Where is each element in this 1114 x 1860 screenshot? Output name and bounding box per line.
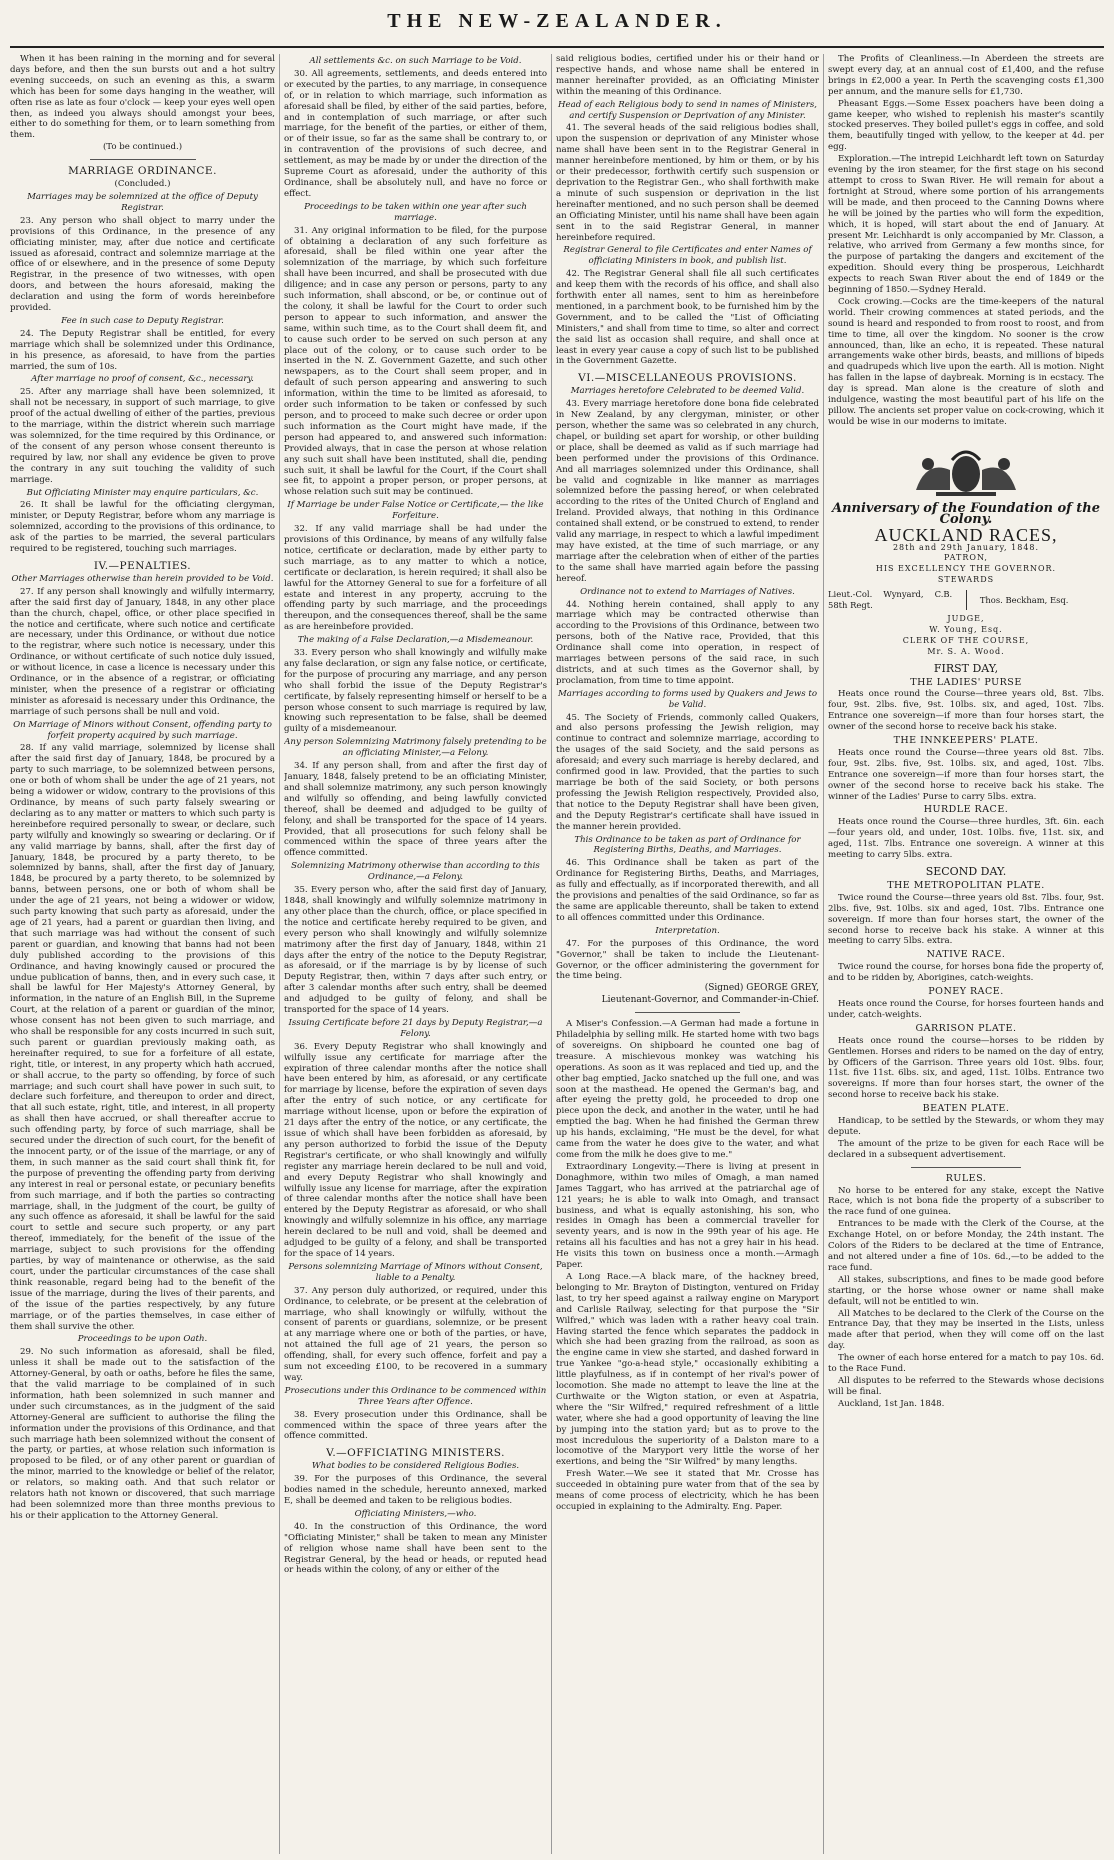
column-rule xyxy=(279,54,280,1854)
news-item: Pheasant Eggs.—Some Essex poachers have been doing a game keeper, who wished to replenish his master's scantily stocked preserves. They boiled pullet's eggs in coffee, and sold them, beautifully tinged with yellow, to the keeper at 4d. per egg. xyxy=(828,98,1104,153)
column-2 xyxy=(284,54,547,1854)
news-item: Cock crowing.—Cocks are the time-keepers of the natural world. Their crowing commences at stated periods, and the sound is heard and responded to from roost to roost, and from time to time, all over the kingdom. No sooner is the crow announced, than, like an echo, it is repeated. These natural arrangements wake other birds, beasts, and millions of bipeds and quadrupeds which live upon the earth. All is motion. Night has fallen in the lapse of daybreak. Morning is in ecstacy. The day is spread. Man alone is the creature of sloth and indulgence, wasting the most beautiful part of his life on the pillow. The ancients set proper value on cock-crowing, which it would be wise in our moderns to imitate. xyxy=(828,296,1104,427)
subheading: Marriages heretofore Celebrated to be deemed Valid. xyxy=(570,386,805,397)
race-name: THE LADIES' PURSE xyxy=(910,676,1022,688)
clause-text: 43. Every marriage heretofore done bona fide celebrated in New Zealand, by any clergyman, minister, or other person, whether the same was so celebrated in any church, chapel, or building set apart for worship, or other building or place, shall be deemed as valid as if such marriage had been performed under the provisions of this Ordinance. And all marriages solemnized under this Ordinance, shall be valid and cognizable in like manner as marriages solemnized before the passing hereof, or when celebrated according to the rites of the United Church of England and Ireland. Provided always, that nothing in this Ordinance contained shall extend, or be construed to extend, to render valid any marriage, in respect to which a lawful impediment may have existed, at the time of such marriage, or any marriage after the celebration when of either of the parties to the same shall have married again before the passing hereof. xyxy=(556,399,819,584)
subheading: Registrar General to file Certificates and enter Names of officiating Ministers in book, and publish list. xyxy=(563,245,812,267)
subheading: Persons solemnizing Marriage of Minors without Consent, liable to a Penalty. xyxy=(288,1261,543,1283)
news-item: A Miser's Confession.—A German had made a fortune in Philadelphia by selling milk. He started home with two bags of sovereigns. On shipboard he counted one bag of treasure. A mischievous monkey was watching his operations. As soon as it was replaced and tied up, and the other bag emptied, Jacko snatched up the full one, and was soon at the masthead. He opened the German's bag, and after eyeing the pretty gold, he proceeded to drop one piece upon the deck, and another in the water, until he had emptied the bag. When he had finished the German threw up his hands, exclaiming, "He must be the devel, for what came from the water he does give to the water, and what come from the milk he does give to me." xyxy=(556,1019,819,1160)
clause-text: 25. After any marriage shall have been solemnized, it shall not be necessary, in support of such marriage, to give proof of the actual dwelling of either of the parties, previous to the marriage, within the district wherein such marriage was solemnized, for the time required by this Ordinance, or of the consent of any person whose consent thereunto is required by law, nor shall any evidence be given to prove the contrary in any suit touching the validity of such marriage. xyxy=(10,387,275,485)
clause-text: 42. The Registrar General shall file all such certificates and keep them with the records of his office, and shall also forthwith enter all names, sent to him as hereinbefore mentioned, in a parchment book, to be furnished him by the Government, and to be called the "List of Officiating Ministers," and shall from time to time, so alter and correct the said list as occasion shall require, and shall once at least in every year cause a copy of such list to be published in the Government Gazette. xyxy=(556,269,819,367)
clause-text: 27. If any person shall knowingly and wilfully intermarry, after the said first day of January, 1848, in any other place than the church, chapel, office, or other place specified in the notice and certificate, where such notice and certificate are necessary, under this Ordinance, or without due notice to the registrar, where such notice is necessary, under this Ordinance, or without certificate of such notice duly issued, or without licence, in case a licence is necessary under this Ordinance, or in the absence of a registrar, or officiating minister, when the presence of a registrar or officiating minister as aforesaid is necessary under this Ordinance, the marriage of such persons shall be null and void. xyxy=(10,586,275,717)
clause-text: 41. The several heads of the said religious bodies shall, upon the suspension or deprivation of any Minister whose name shall have been sent in to the Registrar General in manner hereinbefore mentioned, by him or them, or by his or their predecessor, forthwith certify such suspension or deprivation to the Registrar Gen., who shall forthwith make a minute of such suspension or deprivation in the list hereinafter mentioned, and no such person shall be deemed an Officiating Minister, until his name shall have been again sent in to the said Registrar General, in manner hereinbefore required. xyxy=(556,123,819,243)
masthead xyxy=(0,0,1114,50)
subheading: Ordinance not to extend to Marriages of Natives. xyxy=(580,586,795,597)
ad-heading: Anniversary of the Foundation of the Colony. xyxy=(831,500,1101,527)
subheading: Marriages according to forms used by Quakers and Jews to be Valid. xyxy=(557,688,818,710)
divider xyxy=(911,1167,1021,1168)
clause-text: 46. This Ordinance shall be taken as part of the Ordinance for Registering Births, Deaths, and Marriages, as fully and effectually, as if incorporated therewith, and all the provisions and penalties of the said Ordinance, so far as the same are applicable thereunto, shall be taken to extend to all offences committed under this Ordinance. xyxy=(556,858,819,923)
day-heading: FIRST DAY, xyxy=(933,661,999,675)
clause-text: 40. In the construction of this Ordinance, the word "Officiating Minister," shall be taken to mean any Minister of religion whose name shall have been sent to the Registrar General, by the head or heads, or reputed head or heads within the colony, of any or either of the xyxy=(284,1521,547,1576)
royal-crest-icon xyxy=(906,440,1026,500)
race-conditions: Twice round the course, for horses bona fide the property of, and to be ridden by, Aborigines, catch-weights. xyxy=(828,962,1104,984)
subheading: Issuing Certificate before 21 days by Deputy Registrar,—a Felony. xyxy=(288,1017,543,1039)
subheading: If Marriage be under False Notice or Certificate,— the like Forfeiture. xyxy=(287,500,544,522)
subheading: After marriage no proof of consent, &c., necessary. xyxy=(31,374,254,385)
newspaper-title: THE NEW-ZEALANDER. xyxy=(387,10,727,32)
section-heading: V.—OFFICIATING MINISTERS. xyxy=(326,1447,505,1460)
article-text: When it has been raining in the morning and for several days before, and then the sun bursts out and a hot sultry evening succeeds, on such an evening as this, a swarm which has been for some days hanging in the weather, will often rise as late as four o'clock — keep your eyes well open then, as indeed you always should amongst your bees, either to do something for them, or to learn something from them. xyxy=(10,54,275,141)
column-rule xyxy=(551,54,552,1854)
section-heading: VI.—MISCELLANEOUS PROVISIONS. xyxy=(578,372,797,385)
subheading: Marriages may be solemnized at the office of Deputy Registrar. xyxy=(27,191,258,213)
column-3 xyxy=(556,54,819,1854)
masthead-rule xyxy=(10,46,1104,48)
rule-item: Entrances to be made with the Clerk of the Course, at the Exchange Hotel, on or before Monday, the 24th instant. The Colors of the Riders to be declared at the time of Entrance, and not altered under a fine of 10s. 6d.,—to be added to the race fund. xyxy=(828,1219,1104,1273)
subheading: The making of a False Declaration,—a Misdemeanour. xyxy=(297,635,534,646)
clerk-name: Mr. S. A. Wood. xyxy=(927,646,1005,656)
subheading: Other Marriages otherwise than herein provided to be Void. xyxy=(11,573,274,584)
day-heading: SECOND DAY. xyxy=(925,865,1007,878)
divider xyxy=(90,159,196,160)
clause-text: 32. If any valid marriage shall be had under the provisions of this Ordinance, by means of any wilfully false notice, certificate or declaration, made by either party to such marriage, as to any matter to which a notice, certificate or declaration, is herein required; it shall also be lawful for the Attorney General to sue for a forfeiture of all estate and interest in any property, accruing to the offending party by such marriage, and the proceedings thereupon, and the consequences thereof, shall be the same as are hereinbefore provided. xyxy=(284,524,547,633)
patron-label: PATRON, xyxy=(944,553,988,563)
race-name: THE INNKEEPERS' PLATE. xyxy=(893,735,1039,747)
clause-text: 35. Every person who, after the said first day of January, 1848, shall knowingly and wilfully solemnize matrimony in any other place than the church, office, or place specified in the notice and certificate hereby required to be given, and every person who shall knowingly and wilfully solemnize matrimony after the first day of January, 1848, within 21 days after the entry of the notice to the Deputy Registrar, as aforesaid, or if the marriage is by by license of such Deputy Registrar, then, within 7 days after such entry, or after 3 calendar months after such entry, shall be deemed and adjudged to be guilty of felony, and shall be transported for the space of 14 years. xyxy=(284,885,547,1016)
race-conditions: Heats once round the Course, for horses fourteen hands and under, catch-weights. xyxy=(828,998,1104,1020)
subheading: Interpretation. xyxy=(655,925,720,936)
section-heading: IV.—PENALTIES. xyxy=(93,559,192,572)
signature-title: Lieutenant-Governor, and Commander-in-Chief. xyxy=(601,995,819,1006)
subheading: All settlements &c. on such Marriage to be Void. xyxy=(309,56,522,66)
rule-item: No horse to be entered for any stake, except the Native Race, which is not bona fide the property of a subscriber to the race fund of one guinea. xyxy=(828,1185,1104,1218)
race-conditions: Heats once round the Course—three hurdles, 3ft. 6in. each—four years old, and under, 10st. 10lbs. five, 11st. six, and aged, 11st. 7lbs. Entrance one sovereign. A winner at this meeting to carry 5lbs. extra. xyxy=(828,817,1104,861)
race-name: PONEY RACE. xyxy=(928,986,1004,998)
clause-text: 30. All agreements, settlements, and deeds entered into or executed by the parties, to any marriage, in consequence of, or in relation to which marriage, such information as aforesaid shall be filed, by either of the said parties, before, and in contemplation of such marriage, or after such marriage, for the benefit of the parties, or either of them, or of their issue, so far as the same shall be contrary to, or in contravention of the provisions of such decree, and settlement, as may be made by or under the direction of the Supreme Court as aforesaid, under the authority of this Ordinance, shall be absolutely null, and have no force or effect. xyxy=(284,68,547,199)
subheading: Proceedings to be upon Oath. xyxy=(77,1334,208,1345)
clause-text: 44. Nothing herein contained, shall apply to any marriage which may be contracted otherwise than according to the Provisions of this Ordinance, between two persons, both of the Native race, Provided, that this Ordinance shall come into operation, in respect of marriages between persons of the said race, in such districts, and at such times as the Governor shall, by proclamation, from time to time appoint. xyxy=(556,599,819,686)
divider xyxy=(635,1012,740,1013)
news-item: Extraordinary Longevity.—There is living at present in Donaghmore, within two miles of Omagh, a man named James Taggart, who has arrived at the patriarchal age of 121 years; he is able to walk into Omagh, and transact business, and what is equally astonishing, his son, who resides in Omagh has been a commercial traveller for seventy years, and is now in the 99th year of his age. He retains all his faculties and has not a grey hair in his head. He visits this town on business once a month.—Armagh Paper. xyxy=(556,1161,819,1271)
subheading: What bodies to be considered Religious Bodies. xyxy=(311,1461,520,1472)
clause-text: 45. The Society of Friends, commonly called Quakers, and also persons professing the Jewish religion, may continue to contract and solemnize marriage, according to the usages of the said Society, and the said persons as aforesaid; and every such marriage is hereby declared, and confirmed good in law. Provided, that the parties to such marriage be both of the said Society, or both persons professing the Jewish Religion respectively, Provided also, that notice to the Deputy Registrar shall have been given, and the Deputy Registrar's certificate shall have issued in the manner herein provided. xyxy=(556,712,819,832)
clause-text: 24. The Deputy Registrar shall be entitled, for every marriage which shall be solemnized under this Ordinance, in his presence, as aforesaid, to have from the parties married, the sum of 10s. xyxy=(10,328,275,372)
clause-text: 23. Any person who shall object to marry under the provisions of this Ordinance, in the presence of any officiating minister, may, after due notice and certificate issued as aforesaid, contract and solemnize marriage at the office of or elsewhere, and in the presence of some Deputy Registrar, in the presence of two witnesses, with open doors, and between the hours aforesaid, making the declaration and using the form of words hereinbefore provided. xyxy=(10,215,275,314)
subheading: Head of each Religious body to send in names of Ministers, and certify Suspension or Deprivation of any Minister. xyxy=(557,99,818,121)
subheading: On Marriage of Minors without Consent, offending party to forfeit property acquired by such marriage. xyxy=(13,719,272,741)
rule-item: All stakes, subscriptions, and fines to be made good before starting, or the horse whose owner or name shall make default, will not be entitled to win. xyxy=(828,1274,1104,1307)
clause-text: 33. Every person who shall knowingly and wilfully make any false declaration, or sign any false notice, or certificate, for the purpose of procuring any marriage, and any person who shall forbid the issue of the Deputy Registrar's certificate, by falsely representing himself or herself to be a person whose consent to such marriage is required by law, knowing such representation to be false, shall be deemed guilty of a misdemeanour. xyxy=(284,648,547,735)
clause-text: 28. If any valid marriage, solemnized by license shall after the said first day of January, 1848, be procured by a party to such marriage, to be solemnized between persons, one or both of whom shall be under the age of 21 years, not being a widower or widow, contrary to the provisions of this Ordinance, by means of such party falsely swearing or declaring as to any matter or matters to which such party is hereinbefore required personally to swear, or declare, such party wilfully and knowingly so swearing or declaring. Or if any valid marriage by banns, shall, after the first day of January, 1848, be procured by a party thereto, to be solemnized by banns, shall, after the first day of January, 1848, be procured by a party thereto, to be solemnized by banns, between persons, one or both of whom shall be under the age of 21 years, not being a widower or widow, such party knowing that such party as aforesaid, under the age of 21 years, had a parent or guardian then living, and that such marriage was had without the consent of such parent or guardian, and knowing that banns had not been duly published according to the provisions of this Ordinance, and having knowingly caused or procured the undue publication of banns, then, and in every such case, it shall be lawful for Her Majesty's Attorney General, by information, in the nature of an English Bill, in the Supreme Court, at the relation of a parent or guardian of the minor, whose consent has not been given to such marriage, and who shall be responsible for any costs incurred in such suit, such parent or guardian previously making oath, as hereinafter required, to sue for a forfeiture of all estate, right, title, or interest, in any property which hath accrued, or shall accrue, to the party so offending, by force of such marriage; and such court shall have power in such suit, to declare such forfeiture, and thereupon to order and direct, that all such estate, right, title, and interest, in all property as shall then have accrued, or shall thereafter accrue to such offending party, by force of such marriage, shall be secured under the direction of such court, for the benefit of the innocent party, or of the issue of the marriage, or any of them, in such manner as the said court shall think fit, for the purpose of preventing the offending party from deriving any interest in real or personal estate, or pecuniary benefits from such marriage, and if both the parties so contracting marriage, shall, in the judgment of the court, be guilty of any such offence as aforesaid, it shall be lawful for the said court to settle and secure such property, or any part thereof, immediately, for the benefit of the issue of the marriage, subject to such provisions for the offending parties, by way of maintenance or otherwise, as the said court, under the particular circumstances of the case shall think reasonable, regard being had to the benefit of the issue of the marriage, during the lives of their parents, and of the issue of the parties respectively, by any future marriage, or of the parties themselves, in case either of them shall survive the other. xyxy=(10,743,275,1332)
race-conditions: Heats once round the Course—three years old, 8st. 7lbs. four, 9st. 2lbs. five, 9st. 10lbs. six, and aged, 10st. 7lbs. Entrance one sovereign—if more than four horses start, the owner of the second horse to receive back his stake. xyxy=(828,689,1104,733)
divider xyxy=(966,590,967,610)
rule-item: The owner of each horse entered for a match to pay 10s. 6d. to the Race Fund. xyxy=(828,1353,1104,1375)
section-heading: MARRIAGE ORDINANCE. xyxy=(68,165,217,178)
stewards-row xyxy=(828,589,1104,611)
signature: (Signed) GEORGE GREY, xyxy=(704,983,819,994)
rules-heading: RULES. xyxy=(945,1172,987,1184)
subheading: Any person Solemnizing Matrimony falsely pretending to be an officiating Minister,—a Felony. xyxy=(284,737,547,759)
clause-text: 38. Every prosecution under this Ordinance, shall be commenced within the space of three years after the offence committed. xyxy=(284,1409,547,1442)
rule-item: All Matches to be declared to the Clerk of the Course on the Entrance Day, that they may be inserted in the Lists, unless made after that period, when they will come off on the last day. xyxy=(828,1308,1104,1352)
news-item: The Profits of Cleanliness.—In Aberdeen the streets are swept every day, at an annual cost of £1,400, and the refuse brings in £2,000 a year. In Perth the scavenging costs £1,300 per annum, and the manure sells for £1,730. xyxy=(828,54,1104,97)
news-item: Exploration.—The intrepid Leichhardt left town on Saturday evening by the iron steamer, for the first stage on his second attempt to cross to Swan River. He will remain for about a fortnight at Stroud, where some portion of his arrangements will be made, and then proceed to the Canning Downs where he will be joined by the parties who will form the expedition, which, it is hoped, will start about the end of January. At present Mr. Leichhardt is only accompanied by Mr. Classon, a relative, who arrived from Germany a few months since, for the purpose of partaking the dangers and excitement of the expedition. Should every thing be prosperous, Leichhardt expects to reach Swan River about the end of 1849 or the beginning of 1850.—Sydney Herald. xyxy=(828,154,1104,296)
race-conditions: Heats once round the Course—three years old 8st. 7lbs. four, 9st. 2lbs. five, 9st. 10lbs. six, and aged, 10st. 7lbs. Entrance one sovereign—if more than four horses start, the owner of the second horse to receive back his stake. The winner of the Ladies' Purse to carry 5lbs. extra. xyxy=(828,747,1104,802)
subheading: Prosecutions under this Ordinance to be commenced within Three Years after Offence. xyxy=(284,1385,547,1407)
clause-text: 39. For the purposes of this Ordinance, the several bodies named in the schedule, hereunto annexed, marked E, shall be deemed and taken to be religious bodies. xyxy=(284,1474,547,1506)
clause-text: 37. Any person duly authorized, or required, under this Ordinance, to celebrate, or be present at the celebration of marriage, who shall knowingly or wilfully, without the consent of parents or guardians, solemnize, or be present at any marriage where one or both of the parties, or have, not attained the full age of 21 years, the person so offending, shall, for every such offence, forfeit and pay a sum not exceeding £100, to be recovered in a summary way. xyxy=(284,1285,547,1383)
dateline: Auckland, 1st Jan. 1848. xyxy=(838,1398,945,1409)
subheading: But Officiating Minister may enquire particulars, &c. xyxy=(26,487,259,498)
news-item: Fresh Water.—We see it stated that Mr. Crosse has succeeded in obtaining pure water from that of the sea by means of come process of electricity, which he has been occupied in explaining to the Admiralty. Eng. Paper. xyxy=(556,1469,819,1512)
section-note: (Concluded.) xyxy=(114,179,171,190)
clerk-label: CLERK OF THE COURSE, xyxy=(902,635,1030,645)
subheading: Solemnizing Matrimony otherwise than according to this Ordinance,—a Felony. xyxy=(291,861,540,883)
clause-text: 36. Every Deputy Registrar who shall knowingly and wilfully issue any certificate for marriage after the expiration of three calendar months after the notice shall have been entered by him, as aforesaid, or any certificate for marriage by license, before the expiration of seven days after the entry of such notice, or any certificate for marriage without license, upon or before the expiration of 21 days after the entry of the notice, or any certificate, the issue of which shall have been forbidden as aforesaid, by any person authorized to forbid the issue of the Deputy Registrar's certificate, or who shall knowingly and wilfully register any marriage herein declared to be null and void, and every Deputy Registrar who shall knowingly and wilfully issue any license for marriage, after the expiration of three calendar months after the notice shall have been entered by the Deputy Registrar as aforesaid, or who shall knowingly and wilfully solemnize in his office, any marriage herein declared to be null and void, shall be deemed and adjudged to be guilty of a felony, and shall be transported for the space of 14 years. xyxy=(284,1041,547,1259)
race-name: HURDLE RACE. xyxy=(923,804,1009,816)
subheading: Fee in such case to Deputy Registrar. xyxy=(61,315,224,326)
continued-note: (To be continued.) xyxy=(102,142,183,153)
page-columns xyxy=(10,54,1104,1854)
subheading: Proceedings to be taken within one year after such marriage. xyxy=(304,201,527,223)
prize-note: The amount of the prize to be given for each Race will be declared in a subsequent advertisement. xyxy=(828,1138,1104,1160)
column-rule xyxy=(823,54,824,1854)
ad-dates: 28th and 29th January, 1848. xyxy=(892,542,1040,552)
clause-text: 34. If any person shall, from and after the first day of January, 1848, falsely pretend to be an officiating Minister, and shall solemnize matrimony, any such person knowingly and wilfully so offending, and being lawfully convicted thereof, shall be deemed and adjudged to be guilty of felony, and shall be transported for the space of 14 years. Provided, that all prosecutions for such felony shall be commenced within the space of three years after the offence committed. xyxy=(284,761,547,859)
clause-text: said religious bodies, certified under his or their hand or respective hands, and whose name shall be entered in manner hereinafter provided, as an Officiating Minister within the meaning of this Ordinance. xyxy=(556,54,819,97)
race-conditions: Handicap, to be settled by the Stewards, or whom they may depute. xyxy=(828,1116,1104,1137)
steward: Thos. Beckham, Esq. xyxy=(979,594,1069,605)
news-item: A Long Race.—A black mare, of the hackney breed, belonging to Mr. Brayton of Distington, ventured on Friday last, to try her speed against a railway engine on Maryport and Carlisle Railway, selecting for that purpose the "Sir Wilfred," which was laden with a rather heavy coal train. Having started the fence which separates the paddock in which she had been grazing from the railroad, as soon as the engine came in view she started, and dashed forward in true Yankee "go-a-head style," occasionally exhibiting a little playfulness, as if in contempt of her rival's power of locomotion. She made no attempt to leave the line at the Curthwaite or the Wigton station, or even at Aspatria, where the "Sir Wilfred," required refreshment of a little water, where she had a good opportunity of leaving the line by jumping into the station yard; but as to prove to the most incredulous the superiority of a Dalston mare to a locomotive of the Maryport very little the worse of her exertions, and being the "Sir Wilfred" by many lengths. xyxy=(556,1271,819,1468)
race-conditions: Heats once round the course—horses to be ridden by Gentlemen. Horses and riders to be named on the day of entry, by Officers of the Garrison. Three years old 10st. 9lbs. four, 11st. five 11st. 6lbs. six, and aged, 11st. 10lbs. Entrance two sovereigns. If more than four horses start, the owner of the second horse to receive back his stake. xyxy=(828,1035,1104,1101)
race-name: GARRISON PLATE. xyxy=(915,1022,1017,1034)
subheading: This Ordinance to be taken as part of Ordinance for Registering Births, Deaths, and Marriages. xyxy=(574,834,801,856)
clause-text: 29. No such information as aforesaid, shall be filed, unless it shall be made out to the satisfaction of the Attorney-General, by oath or oaths, before he files the same, that the valid marriage to be complained of in such information, hath been solemnized in such manner and under such circumstances, as in the judgment of the said Attorney-General are sufficient to authorise the filing the information under the provisions of this Ordinance, and that such marriage hath been solemnized without the consent of the party, or parties, at whose relation such information is proposed to be filed, or of any other parent or guardian of the minor, married to the knowledge or belief of the relator, or relators, so making oath. And that such relator or relators hath not known or discovered, that such marriage had been solemnized more than three months previous to his or their application to the Attorney General. xyxy=(10,1347,275,1521)
judge-name: W. Young, Esq. xyxy=(929,624,1003,634)
clause-text: 26. It shall be lawful for the officiating clergyman, minister, or Deputy Registrar, before whom any marriage is solemnized, according to the provisions of this ordinance, to ask of the parties to be married, the several particulars required to be registered, touching such marriages. xyxy=(10,500,275,555)
column-4 xyxy=(828,54,1104,1854)
rule-item: All disputes to be referred to the Stewards whose decisions will be final. xyxy=(828,1375,1104,1397)
subheading: Officiating Ministers,—who. xyxy=(354,1508,477,1519)
race-name: THE METROPOLITAN PLATE. xyxy=(887,879,1045,891)
clause-text: 31. Any original information to be filed, for the purpose of obtaining a declaration of any such forfeiture as aforesaid, shall be filed within one year after the solemnization of the marriage, by which such forfeiture shall have been incurred, and shall be prosecuted with due diligence; and in case any person or persons, party to any such information, shall abscond, or be, or continue out of the colony, it shall be lawful for the Court to order such person to appear to such information, and answer the same, within such time, as to the Court shall deem fit, and to cause such order to be served on such person at any place out of the colony, or to cause such order to be inserted in the N. Z. Government Gazette, and such other newspapers, as to the Court shall seem proper, and in default of such person appearing and answering to such information, within the time to be limited as aforesaid, to order such information to be taken or confessed by such person, and to proceed to make such decree or order upon such information as the Court might have made, if the person had appeared to, and answered such information: Provided always, that in case the person at whose relation any such suit shall have been instituted, shall die, pending such suit, it shall be lawful for the Court, if the Court shall see fit, to appoint a proper person, or proper persons, at whose relation such suit may be continued. xyxy=(284,225,547,498)
race-name: BEATEN PLATE. xyxy=(922,1103,1010,1115)
stewards-label: STEWARDS xyxy=(937,575,995,585)
steward: Lieut.-Col. Wynyard, C.B. 58th Regt. xyxy=(828,589,953,611)
race-name: NATIVE RACE. xyxy=(926,949,1006,961)
clause-text: 47. For the purposes of this Ordinance, the word "Governor," shall be taken to include the Lieutenant-Governor, or the officer administering the government for the time being. xyxy=(556,938,819,982)
patron-name: HIS EXCELLENCY THE GOVERNOR. xyxy=(875,564,1057,574)
race-conditions: Twice round the Course—three years old 8st. 7lbs. four, 9st. 2lbs. five, 9st. 10lbs. six and aged, 10st. 7lbs. Entrance one sovereign. If more than four horses start, the owner of the second horse to receive back his stake. A winner at this meeting to carry 5lbs. extra. xyxy=(828,892,1104,947)
judge-label: JUDGE, xyxy=(947,613,985,623)
column-1 xyxy=(10,54,275,1854)
ad-title: AUCKLAND RACES, xyxy=(874,524,1058,545)
